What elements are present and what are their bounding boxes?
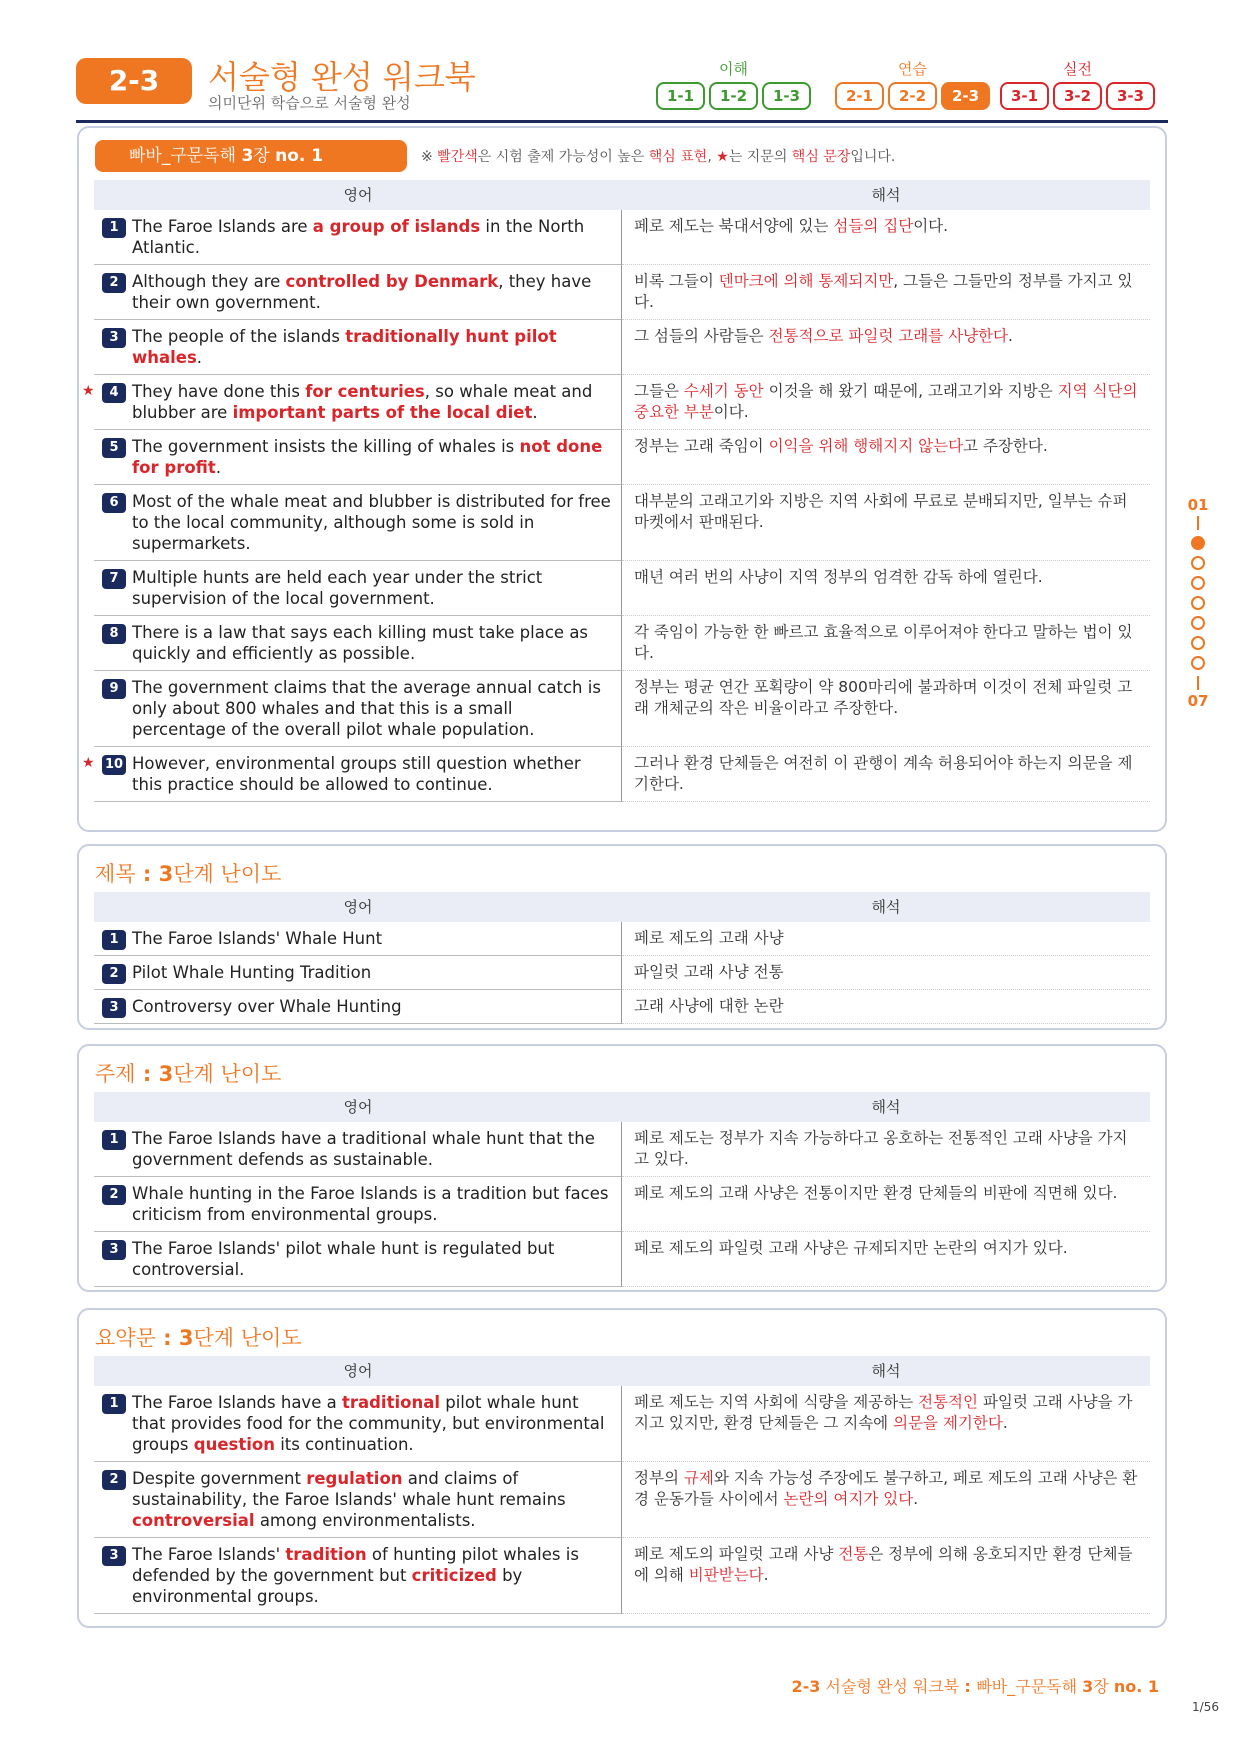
korean-cell bbox=[622, 1122, 1150, 1177]
table-row bbox=[94, 1122, 1150, 1177]
text-segment: 이다. bbox=[713, 403, 749, 421]
summary-panel bbox=[77, 1308, 1167, 1628]
key-expression: 전통 bbox=[838, 1545, 869, 1563]
text-segment: There is a law that says each killing must take place as quickly and efficiently as possible. bbox=[132, 623, 589, 663]
key-expression: 이익을 위해 행해지지 않는다 bbox=[768, 437, 964, 455]
text-segment: 고 주장한다. bbox=[963, 437, 1048, 455]
nav-dots bbox=[1185, 536, 1211, 670]
nav-end-label: 07 bbox=[1187, 692, 1209, 710]
table-header bbox=[94, 180, 1150, 210]
text-segment: 페로 제도는 지역 사회에 식량을 제공하는 bbox=[634, 1393, 919, 1411]
text-segment: The people of the islands bbox=[132, 327, 346, 346]
korean-cell bbox=[622, 430, 1150, 485]
star-icon: ★ bbox=[82, 383, 95, 399]
text-segment: Most of the whale meat and blubber is distributed for free to the local community, although some is sold in supermarkets. bbox=[132, 492, 611, 553]
korean-cell bbox=[622, 1538, 1150, 1614]
title-panel bbox=[77, 844, 1167, 1030]
text-segment: 매년 여러 번의 사냥이 지역 정부의 엄격한 감독 하에 열린다. bbox=[634, 568, 1043, 586]
text-segment: 페로 제도의 고래 사냥 bbox=[634, 929, 784, 947]
text-segment: 페로 제도의 고래 사냥은 전통이지만 환경 단체들의 비판에 직면해 있다. bbox=[634, 1184, 1118, 1202]
text-segment: 그들은 bbox=[634, 382, 684, 400]
nav-bar bbox=[1197, 516, 1199, 530]
korean-cell bbox=[622, 1386, 1150, 1462]
stage-button-1-1[interactable]: 1-1 bbox=[656, 82, 705, 110]
text-segment: Although they are bbox=[132, 272, 286, 291]
source-tag: 빠바_구문독해 3장 no. 1 bbox=[95, 140, 407, 172]
text-segment: The government claims that the average annual catch is only about 800 whales and that this is a small percentage of the overall pilot whale population. bbox=[132, 678, 601, 739]
english-cell bbox=[94, 210, 622, 265]
table-body bbox=[82, 210, 1150, 802]
english-cell bbox=[94, 922, 622, 956]
table-row bbox=[94, 210, 1150, 265]
table-body bbox=[94, 1122, 1150, 1287]
stage-button-3-3[interactable]: 3-3 bbox=[1106, 82, 1155, 110]
korean-cell bbox=[622, 210, 1150, 265]
korean-cell bbox=[622, 1462, 1150, 1538]
sentence-number: 6 bbox=[102, 493, 126, 513]
nav-bar bbox=[1197, 676, 1199, 690]
stage-button-1-3[interactable]: 1-3 bbox=[762, 82, 811, 110]
english-cell bbox=[94, 561, 622, 616]
english-cell bbox=[94, 320, 622, 375]
text-segment: 파일럿 고래 사냥 전통 bbox=[634, 963, 784, 981]
text-segment: , 그들은 그들만의 정부를 가지고 있다. bbox=[634, 272, 1133, 311]
english-cell bbox=[94, 1462, 622, 1538]
text-segment: 이다. bbox=[913, 217, 949, 235]
sentence-number: 2 bbox=[102, 1470, 126, 1490]
table-row bbox=[94, 1177, 1150, 1232]
stage-group-understand bbox=[656, 58, 811, 110]
english-cell bbox=[82, 375, 622, 430]
key-expression: 규제 bbox=[683, 1469, 714, 1487]
text-segment: Pilot Whale Hunting Tradition bbox=[132, 963, 372, 982]
text-segment: 와 지속 가능성 주장에도 불구하고, 페로 제도의 고래 사냥은 환경 운동가들 사이에서 bbox=[634, 1469, 1138, 1508]
stage-group-real bbox=[1000, 58, 1155, 110]
key-expression: for centuries bbox=[305, 382, 425, 401]
text-segment: 고래 사냥에 대한 논란 bbox=[634, 997, 784, 1015]
key-expression: 덴마크에 의해 통제되지만 bbox=[718, 272, 894, 290]
nav-start-label: 01 bbox=[1187, 496, 1209, 514]
english-cell bbox=[94, 1386, 622, 1462]
text-segment: 각 죽임이 가능한 한 빠르고 효율적으로 이루어져야 한다고 말하는 법이 있다. bbox=[634, 623, 1133, 662]
english-cell bbox=[94, 990, 622, 1024]
section-title: 주제 : 3단계 난이도 bbox=[95, 1062, 282, 1086]
table-body bbox=[94, 1386, 1150, 1614]
text-segment: . bbox=[913, 1490, 919, 1508]
text-segment: 그러나 환경 단체들은 여전히 이 관행이 계속 허용되어야 하는지 의문을 제기한다. bbox=[634, 754, 1133, 793]
table-header bbox=[94, 892, 1150, 922]
stage-button-2-2[interactable]: 2-2 bbox=[888, 82, 937, 110]
table-row bbox=[94, 616, 1150, 671]
key-expression: controversial bbox=[132, 1511, 255, 1530]
text-segment: 페로 제도는 북대서양에 있는 bbox=[634, 217, 834, 235]
column-header-korean: 해석 bbox=[871, 898, 901, 916]
text-segment: . bbox=[532, 403, 538, 422]
table-row bbox=[94, 320, 1150, 375]
korean-cell bbox=[622, 1177, 1150, 1232]
english-cell bbox=[94, 485, 622, 561]
table-row bbox=[94, 430, 1150, 485]
english-cell bbox=[94, 1538, 622, 1614]
text-segment: The Faroe Islands' bbox=[132, 1545, 286, 1564]
key-expression: 전통적으로 파일럿 고래를 사냥한다 bbox=[768, 327, 1008, 345]
table-body bbox=[94, 922, 1150, 1024]
table-row bbox=[94, 671, 1150, 747]
table-row bbox=[94, 1462, 1150, 1538]
title-table bbox=[94, 892, 1150, 1024]
sentence-number: 7 bbox=[102, 569, 126, 589]
text-segment: Whale hunting in the Faroe Islands is a tradition but faces criticism from environmental groups. bbox=[132, 1184, 609, 1224]
english-cell bbox=[94, 671, 622, 747]
text-segment: The government insists the killing of whales is bbox=[132, 437, 520, 456]
english-cell bbox=[94, 430, 622, 485]
korean-cell bbox=[622, 956, 1150, 990]
column-header-english: 영어 bbox=[343, 1098, 373, 1116]
nav-dot[interactable] bbox=[1191, 536, 1205, 550]
section-title: 제목 : 3단계 난이도 bbox=[95, 862, 282, 886]
korean-cell bbox=[622, 922, 1150, 956]
sentence-number: 3 bbox=[102, 1240, 126, 1260]
korean-cell bbox=[622, 671, 1150, 747]
sentence-number: 2 bbox=[102, 964, 126, 984]
nav-dot[interactable] bbox=[1191, 616, 1205, 630]
key-expression: not done for profit bbox=[132, 437, 603, 477]
main-reading-panel bbox=[77, 126, 1167, 832]
table-row bbox=[82, 747, 1150, 802]
text-segment: by environmental groups. bbox=[132, 1566, 523, 1606]
sentence-number: 4 bbox=[102, 383, 126, 403]
key-expression: 전통적인 bbox=[918, 1393, 979, 1411]
key-expression: tradition bbox=[285, 1545, 367, 1564]
table-row bbox=[94, 1232, 1150, 1287]
key-expression: traditional bbox=[341, 1393, 440, 1412]
key-expression: 지역 식단의 중요한 부분 bbox=[634, 382, 1138, 421]
header-divider bbox=[76, 120, 1168, 123]
sentence-number: 3 bbox=[102, 1546, 126, 1566]
key-expression: 수세기 동안 bbox=[683, 382, 764, 400]
korean-cell bbox=[622, 747, 1150, 802]
stage-title: 이해 bbox=[719, 60, 748, 78]
text-segment: 은 정부에 의해 옹호되지만 환경 단체들에 의해 bbox=[634, 1545, 1133, 1584]
korean-cell bbox=[622, 265, 1150, 320]
sentence-number: 10 bbox=[102, 755, 126, 775]
table-row bbox=[94, 990, 1150, 1024]
table-row bbox=[94, 956, 1150, 990]
text-segment: . bbox=[1002, 1414, 1008, 1432]
korean-cell bbox=[622, 616, 1150, 671]
sentence-number: 3 bbox=[102, 998, 126, 1018]
text-segment: Multiple hunts are held each year under the strict supervision of the local government. bbox=[132, 568, 543, 608]
nav-dot[interactable] bbox=[1191, 636, 1205, 650]
text-segment: However, environmental groups still question whether this practice should be allowed to continue. bbox=[132, 754, 581, 794]
star-icon: ★ bbox=[82, 755, 95, 771]
key-expression: traditionally hunt pilot whales bbox=[132, 327, 557, 367]
text-segment: of hunting pilot whales is defended by the government but bbox=[132, 1545, 579, 1585]
page-footer: 2-3 서술형 완성 워크북 : 빠바_구문독해 3장 no. 1 bbox=[791, 1677, 1159, 1696]
text-segment: , they have their own government. bbox=[132, 272, 592, 312]
sentence-number: 9 bbox=[102, 679, 126, 699]
side-progress-nav bbox=[1185, 496, 1211, 710]
text-segment: 정부는 평균 연간 포획량이 약 800마리에 불과하며 이것이 전체 파일럿 고래 개체군의 작은 비율이라고 주장한다. bbox=[634, 678, 1133, 717]
text-segment: . bbox=[215, 458, 222, 477]
text-segment: Controversy over Whale Hunting bbox=[132, 997, 402, 1016]
text-segment: among environmentalists. bbox=[254, 1511, 476, 1530]
korean-cell bbox=[622, 375, 1150, 430]
column-header-korean: 해석 bbox=[871, 1098, 901, 1116]
key-expression: question bbox=[193, 1435, 275, 1454]
table-row bbox=[94, 265, 1150, 320]
section-badge: 2-3 bbox=[76, 58, 192, 104]
sentence-number: 3 bbox=[102, 328, 126, 348]
stage-group-practice bbox=[835, 58, 990, 110]
text-segment: 페로 제도의 파일럿 고래 사냥은 규제되지만 논란의 여지가 있다. bbox=[634, 1239, 1068, 1257]
nav-dot[interactable] bbox=[1191, 656, 1205, 670]
table-row bbox=[94, 1386, 1150, 1462]
nav-dot[interactable] bbox=[1191, 556, 1205, 570]
key-expression: 섬들의 집단 bbox=[833, 217, 914, 235]
text-segment: The Faroe Islands have a traditional whale hunt that the government defends as sustainable. bbox=[132, 1129, 595, 1169]
english-cell bbox=[94, 1232, 622, 1287]
english-cell bbox=[94, 1177, 622, 1232]
key-expression: a group of islands bbox=[312, 217, 481, 236]
text-segment: its continuation. bbox=[274, 1435, 414, 1454]
table-row bbox=[94, 561, 1150, 616]
table-header bbox=[94, 1092, 1150, 1122]
stage-button-1-2[interactable]: 1-2 bbox=[709, 82, 758, 110]
text-segment: They have done this bbox=[132, 382, 306, 401]
table-row bbox=[82, 375, 1150, 430]
text-segment: pilot whale hunt that provides food for the community, but environmental groups bbox=[132, 1393, 605, 1454]
nav-dot[interactable] bbox=[1191, 596, 1205, 610]
key-expression: important parts of the local diet bbox=[232, 403, 533, 422]
korean-cell bbox=[622, 485, 1150, 561]
section-title: 요약문 : 3단계 난이도 bbox=[95, 1326, 302, 1350]
page-title: 서술형 완성 워크북 bbox=[208, 58, 476, 96]
sentence-number: 1 bbox=[102, 1394, 126, 1414]
stage-title: 연습 bbox=[898, 60, 927, 78]
sentence-number: 1 bbox=[102, 930, 126, 950]
column-header-english: 영어 bbox=[343, 1362, 373, 1380]
text-segment: , so whale meat and blubber are bbox=[132, 382, 593, 422]
text-segment: 대부분의 고래고기와 지방은 지역 사회에 무료로 분배되지만, 일부는 슈퍼마켓에서 판매된다. bbox=[634, 492, 1128, 531]
english-cell bbox=[94, 616, 622, 671]
english-cell bbox=[94, 1122, 622, 1177]
topic-table bbox=[94, 1092, 1150, 1287]
english-cell bbox=[82, 747, 622, 802]
text-segment: The Faroe Islands are bbox=[132, 217, 313, 236]
page-number: 1/56 bbox=[1192, 1700, 1219, 1714]
sentence-number: 1 bbox=[102, 218, 126, 238]
table-row bbox=[94, 1538, 1150, 1614]
key-expression: 비판받는다 bbox=[688, 1566, 764, 1584]
korean-cell bbox=[622, 561, 1150, 616]
stage-button-3-1[interactable]: 3-1 bbox=[1000, 82, 1049, 110]
text-segment: . bbox=[1007, 327, 1013, 345]
sentence-number: 1 bbox=[102, 1130, 126, 1150]
star-icon: ★ bbox=[716, 149, 729, 165]
text-segment: 페로 제도는 정부가 지속 가능하다고 옹호하는 전통적인 고래 사냥을 가지고 있다. bbox=[634, 1129, 1128, 1168]
text-segment: 페로 제도의 파일럿 고래 사냥 bbox=[634, 1545, 839, 1563]
sentence-number: 2 bbox=[102, 1185, 126, 1205]
page-header bbox=[76, 52, 1168, 124]
sentence-number: 5 bbox=[102, 438, 126, 458]
text-segment: Despite government bbox=[132, 1469, 307, 1488]
text-segment: The Faroe Islands' Whale Hunt bbox=[132, 929, 383, 948]
page-subtitle: 의미단위 학습으로 서술형 완성 bbox=[208, 94, 411, 112]
nav-dot[interactable] bbox=[1191, 576, 1205, 590]
key-expression: 논란의 여지가 있다 bbox=[783, 1490, 914, 1508]
stage-button-2-3[interactable]: 2-3 bbox=[941, 82, 990, 110]
column-header-korean: 해석 bbox=[871, 1362, 901, 1380]
sentence-number: 8 bbox=[102, 624, 126, 644]
stage-button-3-2[interactable]: 3-2 bbox=[1053, 82, 1102, 110]
topic-panel bbox=[77, 1044, 1167, 1292]
table-row bbox=[94, 485, 1150, 561]
legend-note: ※ 빨간색은 시험 출제 가능성이 높은 핵심 표현, ★는 지문의 핵심 문장입니다. bbox=[421, 149, 896, 165]
english-cell bbox=[94, 265, 622, 320]
key-expression: criticized bbox=[411, 1566, 497, 1585]
text-segment: The Faroe Islands' pilot whale hunt is regulated but controversial. bbox=[132, 1239, 555, 1279]
table-header bbox=[94, 1356, 1150, 1386]
stage-title: 실전 bbox=[1063, 60, 1092, 78]
stage-button-2-1[interactable]: 2-1 bbox=[835, 82, 884, 110]
sentence-table bbox=[82, 180, 1150, 802]
key-expression: controlled by Denmark bbox=[285, 272, 499, 291]
korean-cell bbox=[622, 1232, 1150, 1287]
key-expression: regulation bbox=[306, 1469, 403, 1488]
text-segment: 정부의 bbox=[634, 1469, 684, 1487]
column-header-korean: 해석 bbox=[871, 186, 901, 204]
table-row bbox=[94, 922, 1150, 956]
text-segment: The Faroe Islands have a bbox=[132, 1393, 342, 1412]
text-segment: in the North Atlantic. bbox=[132, 217, 585, 257]
text-segment: . bbox=[763, 1566, 769, 1584]
text-segment: 파일럿 고래 사냥을 가지고 있지만, 환경 단체들은 그 지속에 bbox=[634, 1393, 1133, 1432]
text-segment: . bbox=[196, 348, 203, 367]
column-header-english: 영어 bbox=[343, 898, 373, 916]
text-segment: 이것을 해 왔기 때문에, 고래고기와 지방은 bbox=[763, 382, 1058, 400]
korean-cell bbox=[622, 990, 1150, 1024]
english-cell bbox=[94, 956, 622, 990]
summary-table bbox=[94, 1356, 1150, 1614]
sentence-number: 2 bbox=[102, 273, 126, 293]
text-segment: 그 섬들의 사람들은 bbox=[634, 327, 769, 345]
korean-cell bbox=[622, 320, 1150, 375]
text-segment: and claims of sustainability, the Faroe Islands' whale hunt remains bbox=[132, 1469, 566, 1509]
column-header-english: 영어 bbox=[343, 186, 373, 204]
text-segment: 정부는 고래 죽임이 bbox=[634, 437, 769, 455]
key-expression: 의문을 제기한다 bbox=[893, 1414, 1003, 1432]
text-segment: 비록 그들이 bbox=[634, 272, 719, 290]
